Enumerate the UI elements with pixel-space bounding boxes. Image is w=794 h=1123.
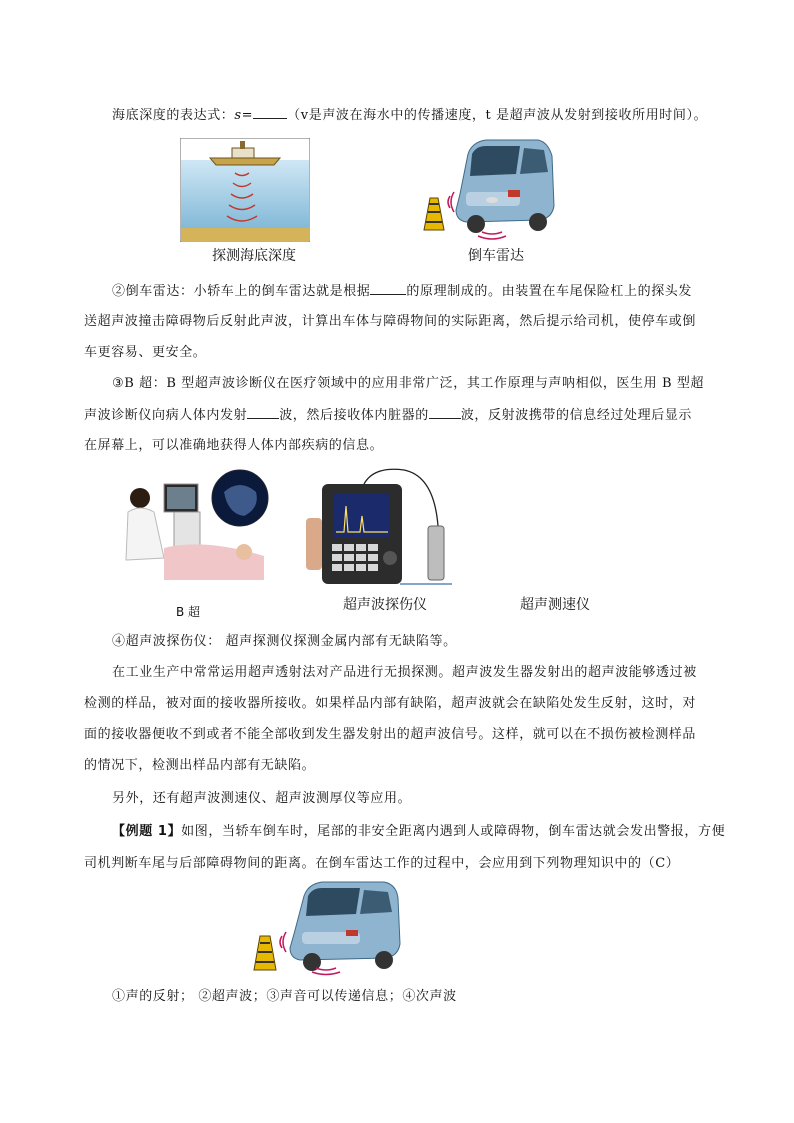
caption-speed-meter: 超声测速仪 (520, 597, 590, 613)
bscan-text-a: 声波诊断仪向病人体内发射 (84, 408, 248, 423)
example-options: ①声的反射； ②超声波；③声音可以传递信息；④次声波 (112, 989, 457, 1004)
ocean-depth-image (180, 138, 310, 242)
formula-prefix: 海底深度的表达式： (112, 108, 235, 123)
bscan-line-3: 在屏幕上，可以准确地获得人体内部疾病的信息。 (84, 438, 384, 453)
flaw-line-2: 检测的样品，被对面的接收器所接收。如果样品内部有缺陷，超声波就会在缺陷处发生反射，这时，对 (84, 696, 697, 711)
example-text-1: 如图，当轿车倒车时，尾部的非安全距离内遇到人或障碍物，倒车雷达就会发出警报，方便 (181, 824, 726, 839)
radar-text-b: 的原理制成的。由装置在车尾保险杠上的探头发 (406, 284, 693, 299)
example-label: 【例题 1】 (112, 824, 182, 839)
other-applications: 另外，还有超声波测速仪、超声波测厚仪等应用。 (112, 791, 412, 806)
bscan-text-c: 波，反射波携带的信息经过处理后显示 (460, 408, 693, 423)
bscan-text-b: 波，然后接收体内脏器的 (279, 408, 429, 423)
example-line-1 (112, 823, 725, 841)
caption-b-scan: B 超 (176, 605, 201, 619)
example-radar-car-image (250, 880, 402, 976)
bscan-blank-2 (429, 406, 461, 419)
reverse-radar-car-image (420, 136, 556, 240)
bscan-blank-1 (247, 406, 279, 419)
radar-line-1 (112, 282, 692, 301)
bscan-line-2 (84, 406, 692, 425)
example-line-2: 司机判断车尾与后部障碍物间的距离。在倒车雷达工作的过程中，会应用到下列物理知识中的（C） (84, 856, 680, 871)
flaw-line-4: 的情况下，检测出样品内部有无缺陷。 (84, 758, 316, 773)
b-scan-image (124, 468, 270, 584)
depth-formula-line (112, 106, 707, 125)
formula-blank (253, 106, 287, 119)
caption-reverse-radar: 倒车雷达 (468, 248, 524, 264)
formula-suffix: （v是声波在海水中的传播速度，t 是超声波从发射到接收所用时间）。 (287, 108, 708, 123)
radar-line-3: 车更容易、更安全。 (84, 345, 207, 360)
bscan-line-1: ③B 超：B 型超声波诊断仪在医疗领域中的应用非常广泛，其工作原理与声呐相似，医生用 B 型超 (112, 376, 705, 391)
formula-s: s= (234, 108, 254, 123)
flaw-line-3: 面的接收器便收不到或者不能全部收到发生器发射出的超声波信号。这样，就可以在不损伤被检测样品 (84, 727, 697, 742)
radar-text-a: ②倒车雷达：小轿车上的倒车雷达就是根据 (112, 284, 371, 299)
radar-blank (370, 282, 406, 295)
flaw-detector-image (304, 466, 454, 588)
flaw-line-1: 在工业生产中常常运用超声透射法对产品进行无损探测。超声波发生器发射出的超声波能够透过被 (112, 665, 697, 680)
flaw-title: ④超声波探伤仪： 超声探测仪探测金属内部有无缺陷等。 (112, 634, 457, 649)
radar-line-2: 送超声波撞击障碍物后反射此声波，计算出车体与障碍物间的实际距离，然后提示给司机，使停车或倒 (84, 314, 697, 329)
caption-ocean-depth: 探测海底深度 (212, 248, 296, 264)
caption-flaw-detector: 超声波探伤仪 (343, 597, 427, 613)
